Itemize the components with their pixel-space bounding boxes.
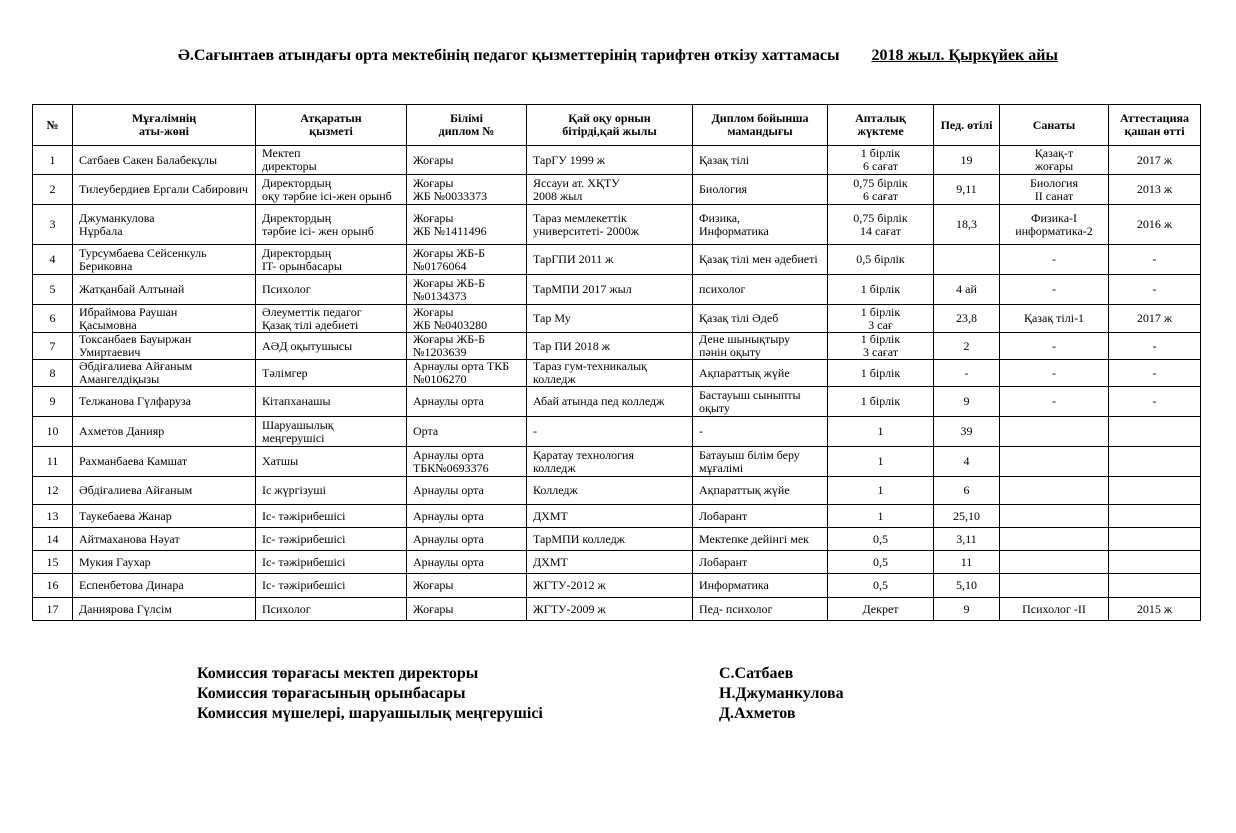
table-row [33, 333, 1201, 360]
cell-institution: ТарГПИ 2011 ж [527, 245, 693, 275]
cell-attestation: - [1109, 333, 1201, 360]
cell-teacher-name: Рахманбаева Камшат [73, 447, 256, 477]
cell-education: Жоғары ЖБ №1411496 [407, 205, 527, 245]
cell-institution: - [527, 417, 693, 447]
table-row [33, 146, 1201, 175]
cell-institution: Тар Му [527, 305, 693, 333]
cell-specialty: - [693, 417, 828, 447]
cell-attestation [1109, 505, 1201, 528]
cell-weekly-load: 1 бірлік 3 сағат [828, 333, 934, 360]
cell-category: - [1000, 245, 1109, 275]
cell-experience: 3,11 [934, 528, 1000, 551]
cell-teacher-name: Айтмаханова Нәуат [73, 528, 256, 551]
cell-category: - [1000, 387, 1109, 417]
table-row [33, 551, 1201, 574]
cell-position: Шаруашылық меңгерушісі [256, 417, 407, 447]
cell-teacher-name: Ибраймова Раушан Қасымовна [73, 305, 256, 333]
cell-teacher-name: Жатқанбай Алтынай [73, 275, 256, 305]
cell-category [1000, 528, 1109, 551]
cell-institution: Қаратау технология колледж [527, 447, 693, 477]
cell-category [1000, 447, 1109, 477]
cell-category: - [1000, 275, 1109, 305]
cell-position: Іс жүргізуші [256, 477, 407, 505]
cell-specialty: Мектепке дейінгі мек [693, 528, 828, 551]
cell-position: АӘД оқытушысы [256, 333, 407, 360]
cell-position: Хатшы [256, 447, 407, 477]
cell-education: Арнаулы орта [407, 505, 527, 528]
cell-specialty: Батауыш білім беру мұғалімі [693, 447, 828, 477]
cell-category [1000, 417, 1109, 447]
cell-weekly-load: 1 [828, 477, 934, 505]
cell-teacher-name: Әбдіғалиева Айғаным [73, 477, 256, 505]
cell-weekly-load: Декрет [828, 598, 934, 621]
cell-experience: 9 [934, 598, 1000, 621]
cell-specialty: Информатика [693, 574, 828, 598]
cell-education: Жоғары ЖБ-Б №0134373 [407, 275, 527, 305]
cell-experience: 4 [934, 447, 1000, 477]
cell-specialty: психолог [693, 275, 828, 305]
col-education: Білімі диплом № [407, 105, 527, 146]
cell-teacher-name: Еспенбетова Динара [73, 574, 256, 598]
col-attestation: Аттестацияа қашан өтті [1109, 105, 1201, 146]
cell-teacher-name: Таукебаева Жанар [73, 505, 256, 528]
cell-institution: ДХМТ [527, 551, 693, 574]
cell-category: - [1000, 360, 1109, 387]
signature-name: С.Сатбаев [719, 665, 794, 682]
cell-institution: Тараз гум-техникалық колледж [527, 360, 693, 387]
table-row [33, 598, 1201, 621]
cell-specialty: Қазақ тілі мен әдебиеті [693, 245, 828, 275]
cell-attestation: - [1109, 360, 1201, 387]
cell-attestation: - [1109, 275, 1201, 305]
cell-institution: ЖГТУ-2009 ж [527, 598, 693, 621]
cell-institution: Тараз мемлекеттік университеті- 2000ж [527, 205, 693, 245]
cell-weekly-load: 0,75 бірлік 14 сағат [828, 205, 934, 245]
cell-position: Кітапханашы [256, 387, 407, 417]
cell-institution: ЖГТУ-2012 ж [527, 574, 693, 598]
cell-number: 14 [33, 528, 73, 551]
cell-education: Арнаулы орта ТКБ №0106270 [407, 360, 527, 387]
cell-education: Жоғары ЖБ №0033373 [407, 175, 527, 205]
cell-weekly-load: 0,5 [828, 551, 934, 574]
cell-institution: ТарГУ 1999 ж [527, 146, 693, 175]
cell-position: Іс- тәжірибешісі [256, 574, 407, 598]
cell-attestation: 2017 ж [1109, 146, 1201, 175]
cell-attestation: 2015 ж [1109, 598, 1201, 621]
cell-experience: 6 [934, 477, 1000, 505]
cell-institution: ТарМПИ 2017 жыл [527, 275, 693, 305]
document-date: 2018 жыл. Қыркүйек айы [871, 47, 1058, 64]
cell-position: Директордың IT- орынбасары [256, 245, 407, 275]
cell-attestation [1109, 528, 1201, 551]
cell-attestation [1109, 477, 1201, 505]
cell-institution: Тар ПИ 2018 ж [527, 333, 693, 360]
cell-specialty: Лобарант [693, 551, 828, 574]
cell-position: Мектеп директоры [256, 146, 407, 175]
cell-number: 12 [33, 477, 73, 505]
cell-number: 6 [33, 305, 73, 333]
cell-weekly-load: 0,5 бірлік [828, 245, 934, 275]
cell-category: Психолог -ІІ [1000, 598, 1109, 621]
cell-number: 3 [33, 205, 73, 245]
cell-attestation: - [1109, 245, 1201, 275]
cell-weekly-load: 1 бірлік [828, 387, 934, 417]
cell-teacher-name: Даниярова Гүлсім [73, 598, 256, 621]
cell-teacher-name: Мукия Гаухар [73, 551, 256, 574]
cell-position: Іс- тәжірибешісі [256, 528, 407, 551]
cell-number: 13 [33, 505, 73, 528]
cell-number: 8 [33, 360, 73, 387]
cell-number: 4 [33, 245, 73, 275]
table-row [33, 447, 1201, 477]
cell-category: Биология ІІ санат [1000, 175, 1109, 205]
cell-number: 7 [33, 333, 73, 360]
cell-specialty: Дене шынықтыру пәнін оқыту [693, 333, 828, 360]
cell-education: Арнаулы орта [407, 528, 527, 551]
table-row [33, 477, 1201, 505]
cell-specialty: Биология [693, 175, 828, 205]
cell-institution: Абай атында пед колледж [527, 387, 693, 417]
cell-number: 11 [33, 447, 73, 477]
cell-weekly-load: 1 бірлік [828, 275, 934, 305]
cell-attestation: 2013 ж [1109, 175, 1201, 205]
cell-specialty: Қазақ тілі [693, 146, 828, 175]
cell-category [1000, 477, 1109, 505]
table-row [33, 387, 1201, 417]
col-weekly-load: Апталық жүктеме [828, 105, 934, 146]
cell-category: Қазақ тілі-1 [1000, 305, 1109, 333]
cell-education: Жоғары [407, 146, 527, 175]
table-row [33, 360, 1201, 387]
cell-specialty: Ақпараттық жүйе [693, 477, 828, 505]
cell-number: 1 [33, 146, 73, 175]
cell-education: Арнаулы орта ТБК№0693376 [407, 447, 527, 477]
cell-weekly-load: 0,5 [828, 528, 934, 551]
cell-category: Қазақ-т жоғары [1000, 146, 1109, 175]
cell-teacher-name: Телжанова Гүлфаруза [73, 387, 256, 417]
cell-education: Арнаулы орта [407, 551, 527, 574]
cell-weekly-load: 1 [828, 447, 934, 477]
cell-category [1000, 574, 1109, 598]
col-category: Санаты [1000, 105, 1109, 146]
col-teacher-name: Мұғалімнің аты-жөні [73, 105, 256, 146]
document-title: Ә.Сағынтаев атындағы орта мектебінің педагог қызметтерінің тарифтен өткізу хаттамасы [178, 47, 840, 64]
cell-teacher-name: Ахметов Данияр [73, 417, 256, 447]
cell-position: Психолог [256, 598, 407, 621]
col-experience: Пед. өтілі [934, 105, 1000, 146]
table-row [33, 205, 1201, 245]
cell-category [1000, 505, 1109, 528]
cell-number: 10 [33, 417, 73, 447]
cell-weekly-load: 0,5 [828, 574, 934, 598]
cell-experience: 39 [934, 417, 1000, 447]
cell-position: Іс- тәжірибешісі [256, 551, 407, 574]
cell-experience: 25,10 [934, 505, 1000, 528]
tariff-table [32, 104, 1201, 621]
cell-position: Директордың оқу тәрбие ісі-жен орынб [256, 175, 407, 205]
cell-specialty: Қазақ тілі Әдеб [693, 305, 828, 333]
cell-attestation: - [1109, 387, 1201, 417]
cell-institution: Колледж [527, 477, 693, 505]
cell-position: Әлеуметтік педагог Қазақ тілі әдебиеті [256, 305, 407, 333]
cell-number: 9 [33, 387, 73, 417]
cell-education: Арнаулы орта [407, 387, 527, 417]
cell-experience: 19 [934, 146, 1000, 175]
cell-experience: 11 [934, 551, 1000, 574]
cell-experience: 23,8 [934, 305, 1000, 333]
cell-weekly-load: 0,75 бірлік 6 сағат [828, 175, 934, 205]
cell-category [1000, 551, 1109, 574]
cell-number: 17 [33, 598, 73, 621]
cell-teacher-name: Сатбаев Сакен Балабекұлы [73, 146, 256, 175]
cell-category: - [1000, 333, 1109, 360]
table-row [33, 175, 1201, 205]
cell-experience: 9 [934, 387, 1000, 417]
cell-education: Арнаулы орта [407, 477, 527, 505]
col-specialty: Диплом бойынша мамандығы [693, 105, 828, 146]
cell-weekly-load: 1 [828, 505, 934, 528]
table-row [33, 245, 1201, 275]
cell-teacher-name: Турсумбаева Сейсенкуль Бериковна [73, 245, 256, 275]
cell-education: Жоғары ЖБ-Б №1203639 [407, 333, 527, 360]
cell-number: 16 [33, 574, 73, 598]
table-row [33, 574, 1201, 598]
cell-experience: 5,10 [934, 574, 1000, 598]
cell-institution: Яссауи ат. ХҚТУ 2008 жыл [527, 175, 693, 205]
table-header-row [33, 105, 1201, 146]
cell-position: Психолог [256, 275, 407, 305]
cell-attestation: 2016 ж [1109, 205, 1201, 245]
col-institution: Қай оқу орнын бітірді,қай жылы [527, 105, 693, 146]
cell-specialty: Пед- психолог [693, 598, 828, 621]
table-row [33, 505, 1201, 528]
cell-specialty: Лобарант [693, 505, 828, 528]
cell-education: Жоғары [407, 574, 527, 598]
cell-number: 5 [33, 275, 73, 305]
cell-number: 2 [33, 175, 73, 205]
signature-role: Комиссия төрағасының орынбасары [197, 685, 466, 702]
cell-experience: 2 [934, 333, 1000, 360]
col-position: Атқаратын қызметі [256, 105, 407, 146]
cell-weekly-load: 1 бірлік [828, 360, 934, 387]
document-title-line [0, 47, 1236, 65]
cell-attestation: 2017 ж [1109, 305, 1201, 333]
signature-name: Д.Ахметов [719, 705, 796, 722]
table-row [33, 417, 1201, 447]
cell-position: Тәлімгер [256, 360, 407, 387]
cell-weekly-load: 1 бірлік 6 сағат [828, 146, 934, 175]
cell-position: Іс- тәжірибешісі [256, 505, 407, 528]
cell-education: Жоғары ЖБ №0403280 [407, 305, 527, 333]
cell-teacher-name: Тилеубердиев Ергали Сабирович [73, 175, 256, 205]
cell-education: Орта [407, 417, 527, 447]
cell-attestation [1109, 417, 1201, 447]
table-row [33, 305, 1201, 333]
signature-role: Комиссия мүшелері, шаруашылық меңгерушісі [197, 705, 543, 722]
table-row [33, 528, 1201, 551]
cell-teacher-name: Әбдіғалиева Айғаным Амангелдіқызы [73, 360, 256, 387]
signature-name: Н.Джуманкулова [719, 685, 844, 702]
cell-category: Физика-І информатика-2 [1000, 205, 1109, 245]
cell-teacher-name: Джуманкулова Нұрбала [73, 205, 256, 245]
cell-position: Директордың тәрбие ісі- жен орынб [256, 205, 407, 245]
cell-weekly-load: 1 бірлік 3 сағ [828, 305, 934, 333]
cell-attestation [1109, 447, 1201, 477]
cell-number: 15 [33, 551, 73, 574]
cell-specialty: Ақпараттық жүйе [693, 360, 828, 387]
cell-experience: - [934, 360, 1000, 387]
cell-experience: 9,11 [934, 175, 1000, 205]
table-body [33, 146, 1201, 621]
cell-specialty: Физика, Информатика [693, 205, 828, 245]
col-number: № [33, 105, 73, 146]
cell-weekly-load: 1 [828, 417, 934, 447]
cell-attestation [1109, 574, 1201, 598]
cell-education: Жоғары [407, 598, 527, 621]
cell-institution: ДХМТ [527, 505, 693, 528]
signature-role: Комиссия төрағасы мектеп директоры [197, 665, 479, 682]
cell-experience [934, 245, 1000, 275]
cell-education: Жоғары ЖБ-Б №0176064 [407, 245, 527, 275]
cell-experience: 4 ай [934, 275, 1000, 305]
cell-teacher-name: Токсанбаев Бауыржан Умиртаевич [73, 333, 256, 360]
table-row [33, 275, 1201, 305]
cell-specialty: Бастауыш сыныпты оқыту [693, 387, 828, 417]
cell-institution: ТарМПИ колледж [527, 528, 693, 551]
cell-experience: 18,3 [934, 205, 1000, 245]
cell-attestation [1109, 551, 1201, 574]
